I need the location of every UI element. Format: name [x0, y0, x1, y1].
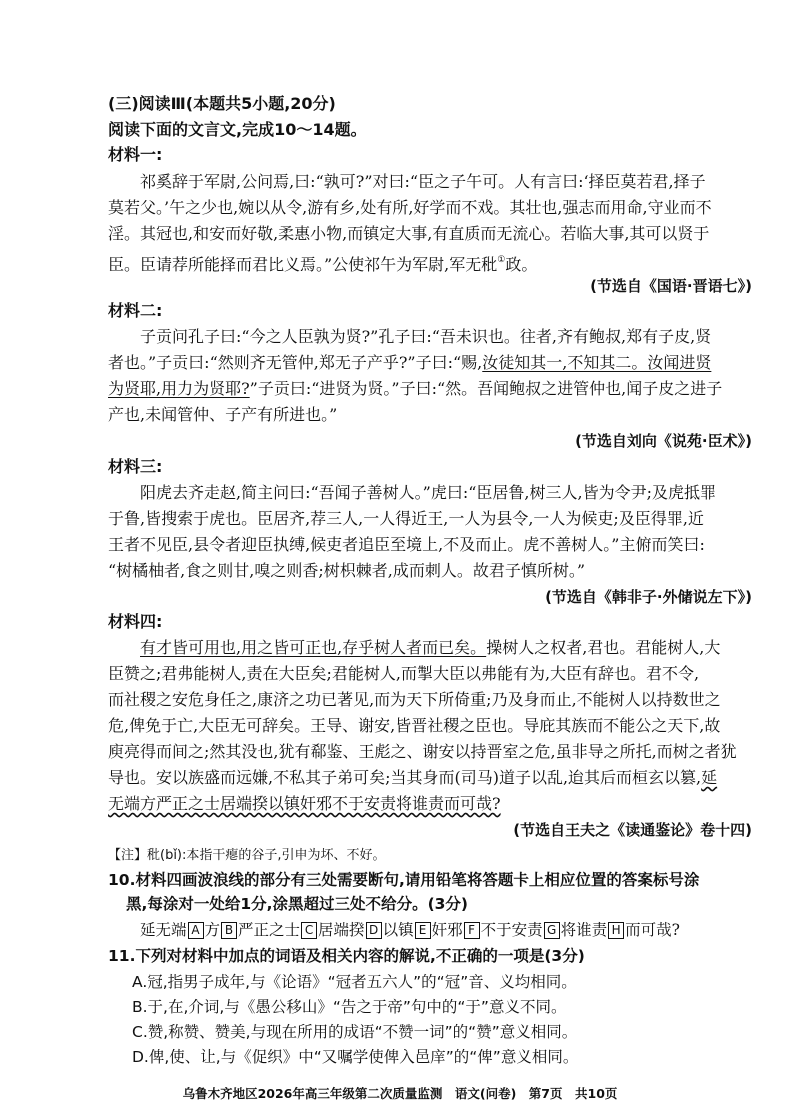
question-11-option-d: D.俾,使、让,与《促织》中“又嘱学使俾入邑庠”的“俾”意义相同。 [132, 1048, 579, 1066]
material-4-line: 臣赞之;君弗能树人,责在大臣矣;君能树人,而掣大臣以弗能有为,大臣有辞也。君不令, [108, 664, 700, 683]
material-1-label: 材料一: [108, 145, 163, 164]
answer-box-e[interactable]: E [415, 922, 431, 939]
section-title: (三)阅读Ⅲ(本题共5小题,20分) [108, 94, 336, 113]
question-10-answer-line: 延无端 A 方 B 严正之士 C 居端揆 D 以镇 E 奸邪 F 不于安责 G 将谁责 H 而可哉? [140, 921, 680, 939]
wavy-underlined-passage: 无端方严正之士居端揆以镇奸邪不于安责将谁责而可哉? [108, 794, 501, 813]
material-4-line: 导也。安以族盛而远嫌,不私其子弟可矣;当其身而(司马)道子以乱,迨其后而桓玄以篡,延 [108, 768, 718, 787]
question-10-stem-cont: 黑,每涂对一处给1分,涂黑超过三处不给分。(3分) [126, 895, 469, 913]
underlined-sentence: 有才皆可用也,用之皆可正也,存乎树人者而已矣。 [140, 638, 487, 657]
annotation-note: 【注】秕(bǐ):本指干瘪的谷子,引申为坏、不好。 [108, 848, 386, 863]
material-3-line: 阳虎去齐走赵,简主问曰:“吾闻子善树人。”虎曰:“臣居鲁,树三人,皆为令尹;及虎抵罪 [140, 483, 716, 502]
answer-box-b[interactable]: B [221, 922, 237, 939]
material-1-source: (节选自《国语·晋语七》) [590, 277, 752, 295]
material-2-line: 子贡问孔子曰:“今之人臣孰为贤?”孔子曰:“吾未识也。往者,齐有鲍叔,郑有子皮,贤 [140, 327, 712, 346]
material-4-line: 危,俾免于亡,大臣无可辞矣。王导、谢安,皆晋社稷之臣也。导庇其族而不能公之天下,故 [108, 716, 721, 735]
question-11-option-c: C.赞,称赞、赞美,与现在所用的成语“不赞一词”的“赞”意义相同。 [132, 1023, 578, 1041]
answer-box-d[interactable]: D [366, 922, 382, 939]
material-3-label: 材料三: [108, 457, 163, 476]
material-3-line: “树橘柚者,食之则甘,嗅之则香;树枳棘者,成而刺人。故君子慎所树。” [108, 561, 586, 580]
answer-box-h[interactable]: H [608, 922, 624, 939]
material-4-label: 材料四: [108, 612, 163, 631]
material-3-line: 王者不见臣,县令者迎臣执缚,候吏者追臣至境上,不及而止。虎不善树人。”主俯而笑曰: [108, 535, 705, 554]
material-3-source: (节选自《韩非子·外储说左下》) [545, 588, 752, 606]
material-2-line: 为贤耶,用力为贤耶?”子贡曰:“进贤为贤。”子曰:“然。吾闻鲍叔之进管仲也,闻子皮之进子 [108, 379, 723, 398]
footnote-mark: ① [497, 255, 506, 265]
material-3-line: 于鲁,皆搜索于虎也。臣居齐,荐三人,一人得近王,一人为县令,一人为候吏;及臣得罪,近 [108, 509, 704, 528]
section-instruction: 阅读下面的文言文,完成10～14题。 [108, 120, 367, 139]
answer-box-g[interactable]: G [544, 922, 560, 939]
material-2-source: (节选自刘向《说苑·臣术》) [575, 432, 752, 450]
page-footer: 乌鲁木齐地区2026年高三年级第二次质量监测 语文(问卷) 第7页 共10页 [182, 1086, 618, 1101]
material-4-line: 而社稷之安危身任之,康济之功已著见,而为天下所倚重;乃及身而止,不能树人以持数世之 [108, 690, 721, 709]
underlined-sentence: 汝徒知其一,不知其二。汝闻进贤 [482, 353, 712, 372]
underlined-sentence-cont: 为贤耶,用力为贤耶? [108, 379, 250, 398]
question-11-stem: 11.下列对材料中加点的词语及相关内容的解说,不正确的一项是(3分) [108, 947, 585, 965]
material-4-source: (节选自王夫之《读通鉴论》卷十四) [513, 821, 752, 839]
material-1-line: 臣。臣请荐所能择而君比义焉。”公使祁午为军尉,军无秕①政。 [108, 255, 538, 274]
material-2-line: 者也。”子贡曰:“然则齐无管仲,郑无子产乎?”子曰:“赐,汝徒知其一,不知其二。汝闻进贤 [108, 353, 712, 372]
material-1-line: 淫。其冠也,和安而好敬,柔惠小物,而镇定大事,有直质而无流心。若临大事,其可以贤于 [108, 224, 710, 243]
answer-box-c[interactable]: C [301, 922, 317, 939]
material-2-label: 材料二: [108, 301, 163, 320]
material-4-line: 有才皆可用也,用之皆可正也,存乎树人者而已矣。操树人之权者,君也。君能树人,大 [140, 638, 721, 657]
material-1-line: 祁奚辞于军尉,公问焉,曰:“孰可?”对曰:“臣之子午可。人有言曰:‘择臣莫若君,择子 [140, 172, 706, 191]
question-10-stem: 10.材料四画波浪线的部分有三处需要断句,请用铅笔将答题卡上相应位置的答案标号涂 [108, 871, 700, 889]
answer-box-f[interactable]: F [464, 922, 480, 939]
answer-box-a[interactable]: A [188, 922, 204, 939]
question-11-option-a: A.冠,指男子成年,与《论语》“冠者五六人”的“冠”音、义均相同。 [132, 973, 577, 991]
material-4-line: 庾亮得而间之;然其没也,犹有郗鉴、王彪之、谢安以持晋室之危,虽非导之所托,而树之者犹 [108, 742, 737, 761]
material-2-line: 产也,未闻管仲、子产有所进也。” [108, 405, 338, 424]
question-11-option-b: B.于,在,介词,与《愚公移山》“告之于帝”句中的“于”意义不同。 [132, 998, 567, 1016]
material-1-line: 莫若父。’午之少也,婉以从令,游有乡,处有所,好学而不戏。其壮也,强志而用命,守业而不 [108, 198, 712, 217]
